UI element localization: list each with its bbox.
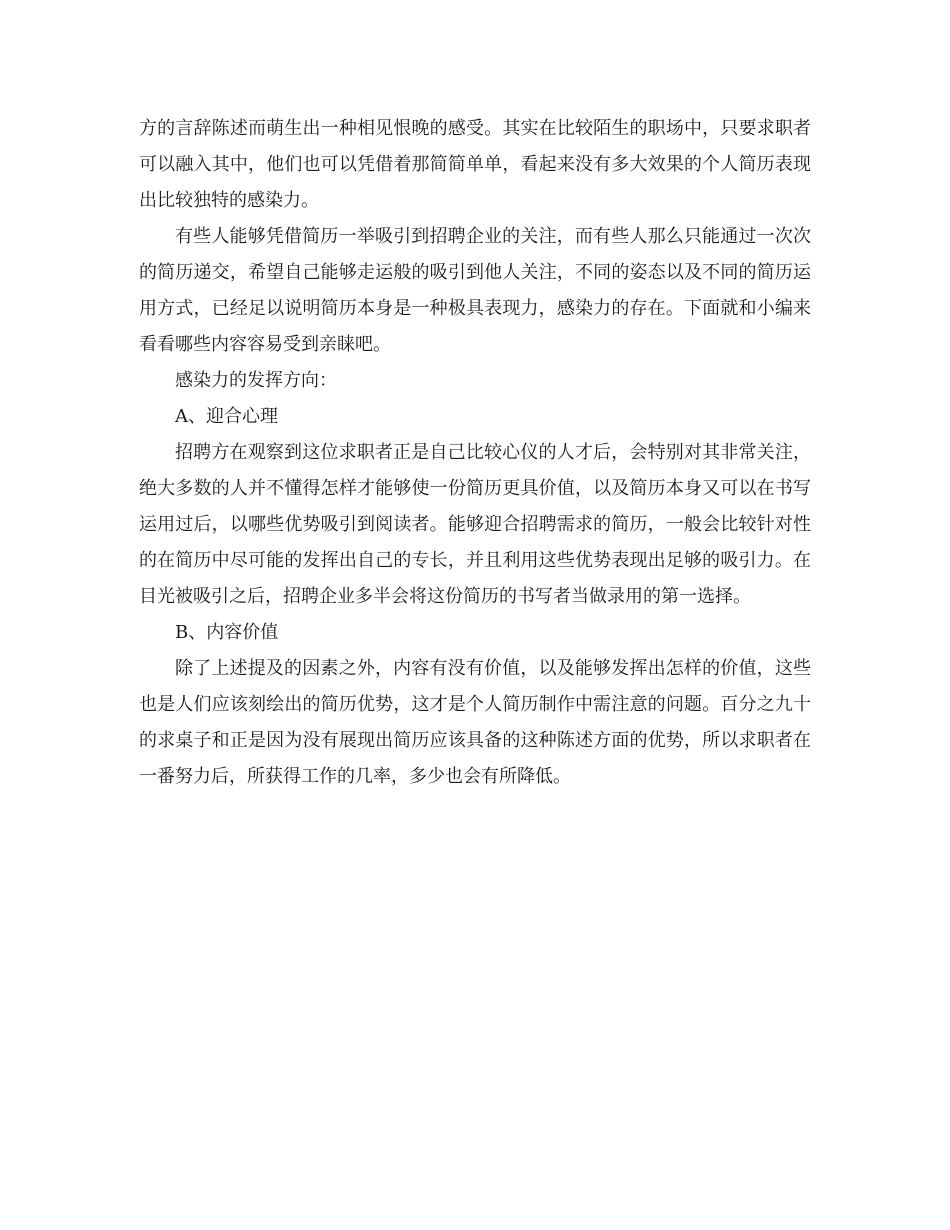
paragraph-a-body: 招聘方在观察到这位求职者正是自己比较心仪的人才后，会特别对其非常关注，绝大多数的人并不懂得怎样才能够使一份简历更具价值，以及简历本身又可以在书写运用过后，以哪些优势吸引到阅读者。能够迎合招聘需求的简历，一般会比较针对性的在简历中尽可能的发挥出自己的专长，并且利用这些优势表现出足够的吸引力。在目光被吸引之后，招聘企业多半会将这份简历的书写者当做录用的第一选择。 bbox=[139, 442, 811, 607]
paragraph-b-body: 除了上述提及的因素之外，内容有没有价值，以及能够发挥出怎样的价值，这些也是人们应该刻绘出的简历优势，这才是个人简历制作中需注意的问题。百分之九十的求桌子和正是因为没有展现出简历应该具备的这种陈述方面的优势，所以求职者在一番努力后，所获得工作的几率，多少也会有所降低。 bbox=[139, 658, 811, 787]
paragraph-continuation: 方的言辞陈述而萌生出一种相见恨晚的感受。其实在比较陌生的职场中，只要求职者可以融入其中，他们也可以凭借着那简简单单，看起来没有多大效果的个人简历表现出比较独特的感染力。 bbox=[139, 118, 811, 211]
paragraph-intro: 有些人能够凭借简历一举吸引到招聘企业的关注，而有些人那么只能通过一次次的简历递交，希望自己能够走运般的吸引到他人关注，不同的姿态以及不同的简历运用方式，已经足以说明简历本身是一种极具表现力，感染力的存在。下面就和小编来看看哪些内容容易受到亲睐吧。 bbox=[139, 226, 811, 355]
subheading-b: B、内容价值 bbox=[175, 622, 279, 643]
section-heading: 感染力的发挥方向： bbox=[175, 370, 337, 391]
subheading-a: A、迎合心理 bbox=[175, 406, 278, 427]
document-body bbox=[139, 111, 811, 795]
